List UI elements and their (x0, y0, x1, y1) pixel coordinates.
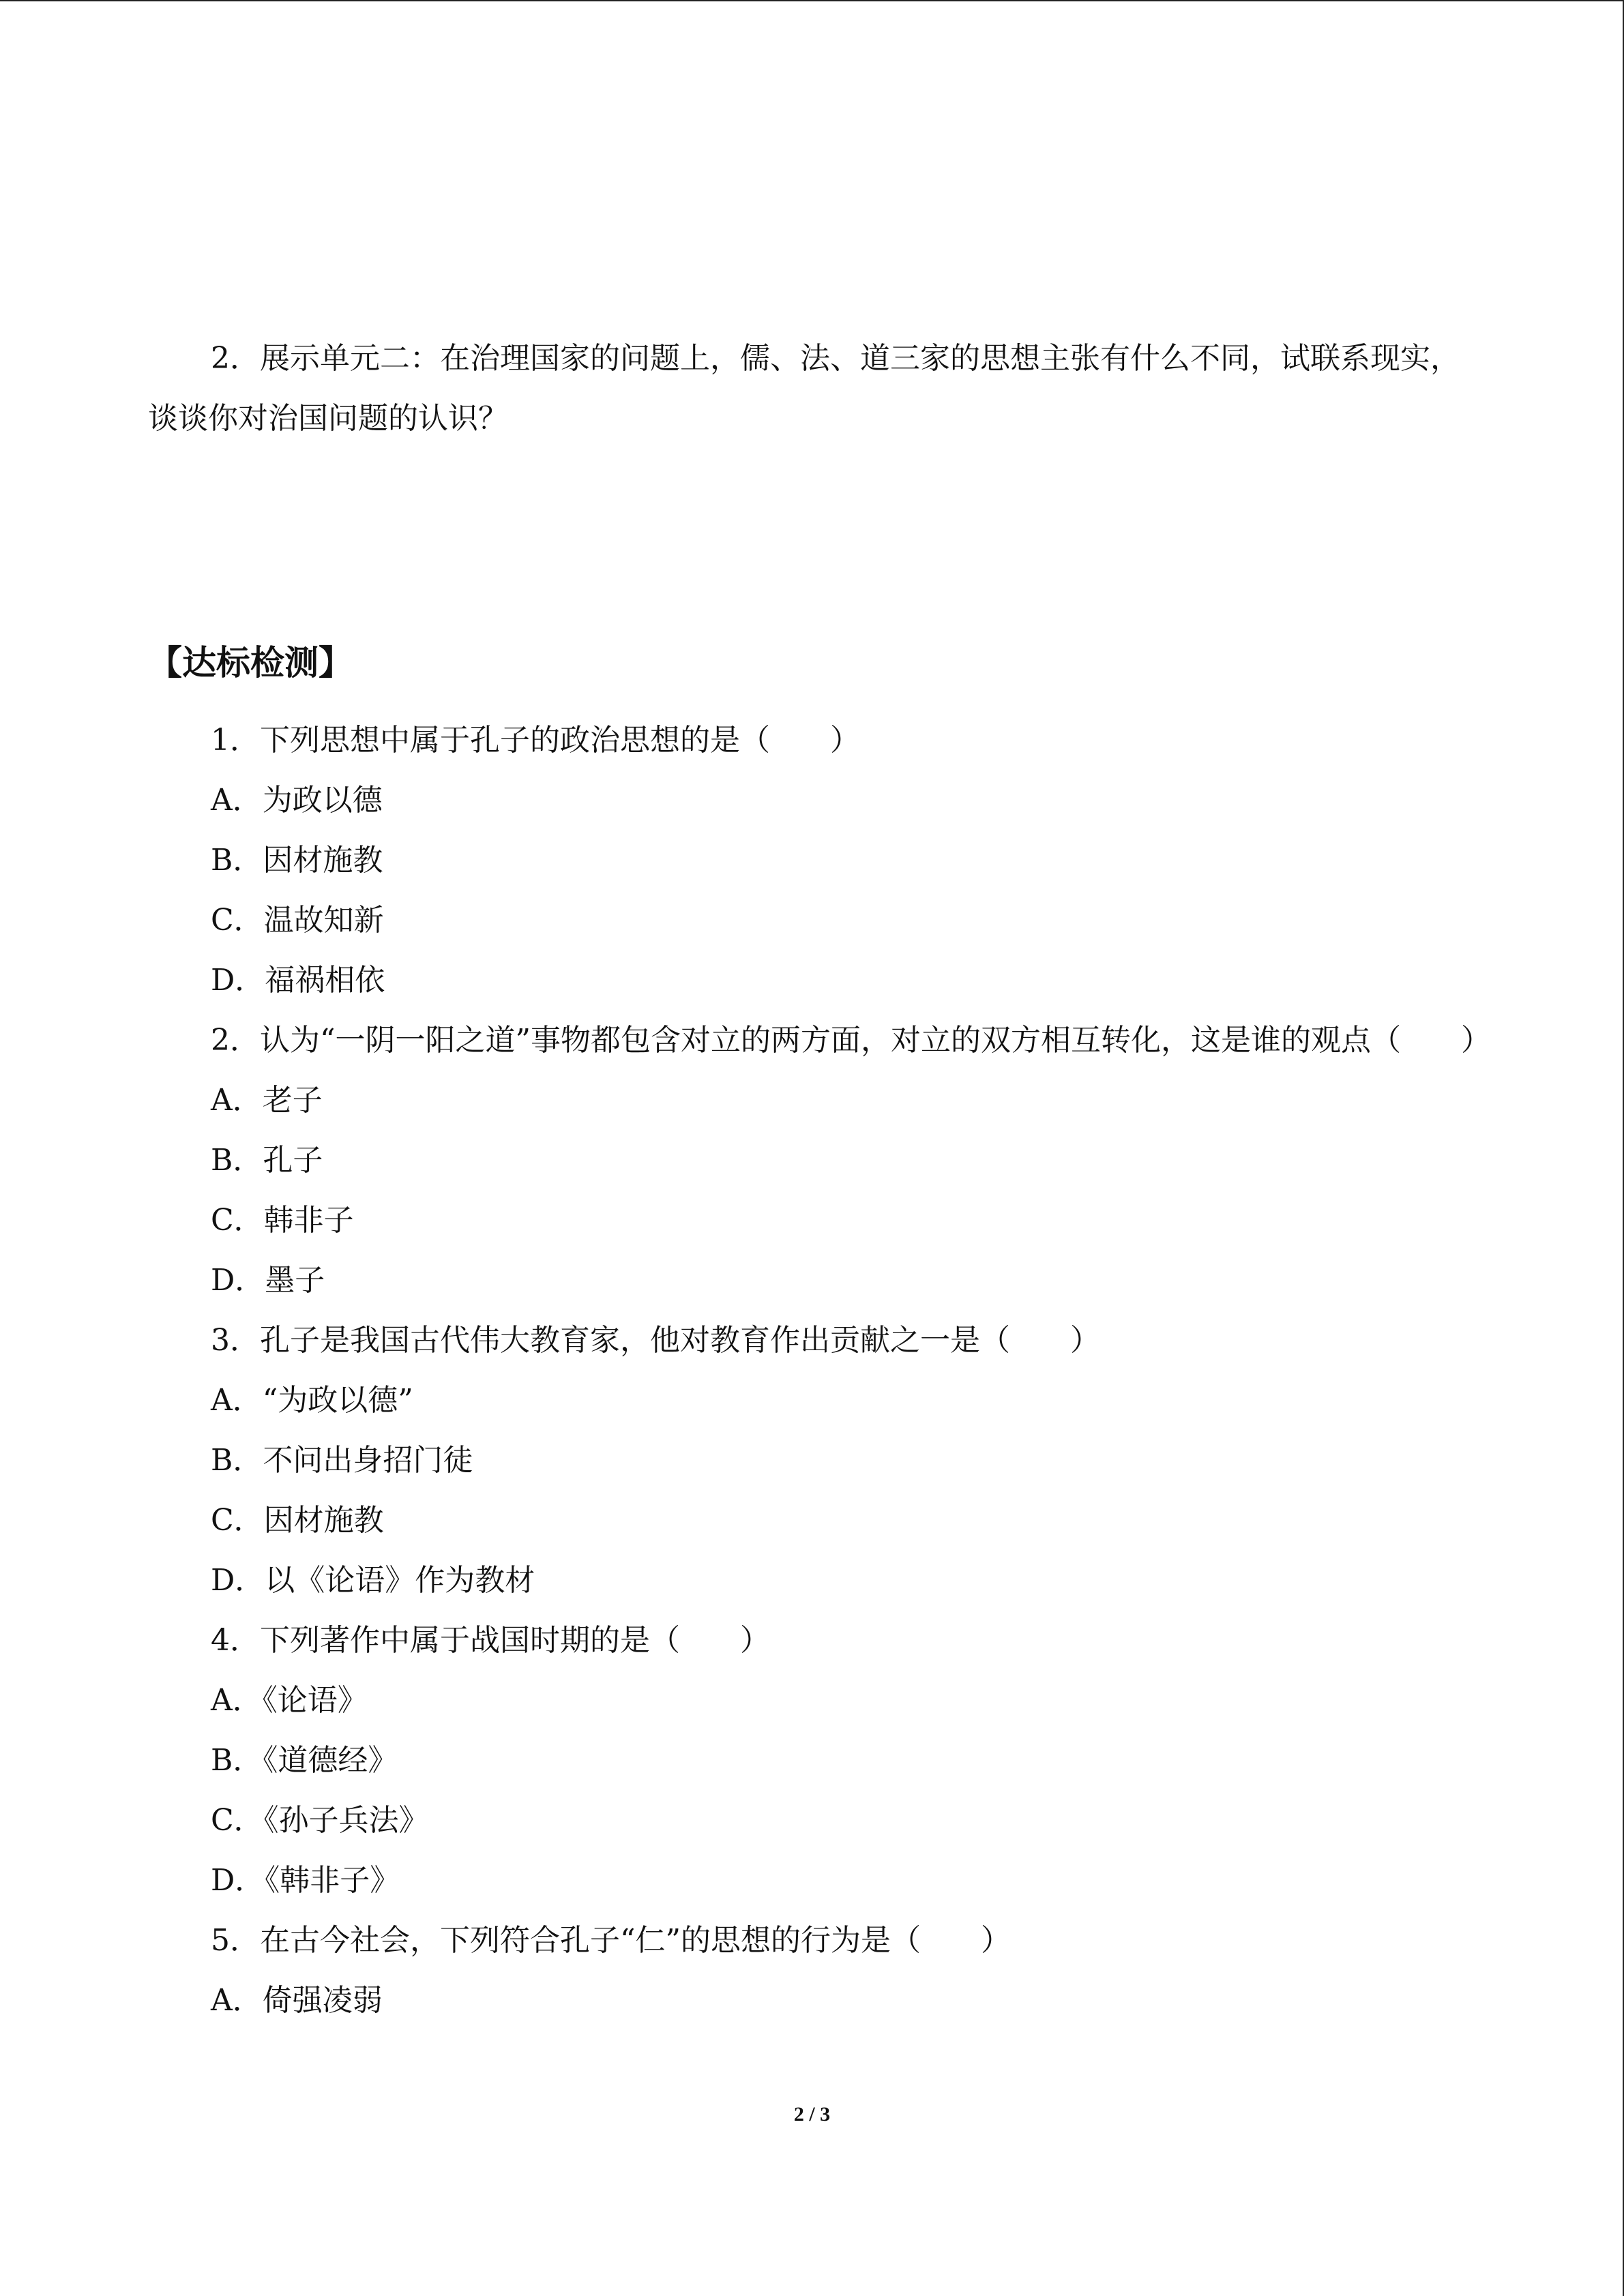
answer-option: B．不问出身招门徒 (211, 1443, 473, 1478)
answer-option: C．《孙子兵法》 (211, 1803, 429, 1838)
answer-option: A．“为政以德” (211, 1383, 413, 1418)
section-title: 【达标检测】 (148, 643, 353, 683)
answer-option: A．倚强凌弱 (211, 1983, 383, 2018)
answer-option: A．老子 (211, 1083, 323, 1118)
question-stem: 5．在古今社会，下列符合孔子“仁”的思想的行为是（ ） (211, 1923, 1011, 1958)
answer-option: D．《韩非子》 (211, 1863, 400, 1898)
question-stem: 3．孔子是我国古代伟大教育家，他对教育作出贡献之一是（ ） (211, 1323, 1100, 1358)
answer-option: A．为政以德 (211, 783, 383, 818)
question-stem: 2．认为“一阴一阳之道”事物都包含对立的两方面，对立的双方相互转化，这是谁的观点（ ） (211, 1023, 1491, 1058)
answer-option: C．韩非子 (211, 1203, 354, 1238)
answer-option: A．《论语》 (211, 1683, 368, 1718)
page-number: 2 / 3 (793, 2103, 831, 2126)
answer-option: B．因材施教 (211, 843, 383, 878)
answer-option: D．以《论语》作为教材 (211, 1563, 535, 1598)
answer-option: B．孔子 (211, 1143, 323, 1178)
answer-option: C．因材施教 (211, 1503, 384, 1538)
discussion-question-text: 2．展示单元二：在治理国家的问题上，儒、法、道三家的思想主张有什么不同，试联系现实，谈谈你对治国问题的认识？ (148, 341, 1460, 436)
answer-option: C．温故知新 (211, 903, 384, 938)
question-list (148, 711, 1491, 2031)
discussion-question (148, 329, 1478, 449)
answer-option: D．墨子 (211, 1263, 325, 1298)
question-stem: 4．下列著作中属于战国时期的是（ ） (211, 1623, 770, 1658)
question-stem: 1．下列思想中属于孔子的政治思想的是（ ） (211, 723, 860, 758)
answer-option: D．福祸相依 (211, 963, 385, 998)
answer-option: B．《道德经》 (211, 1743, 398, 1778)
